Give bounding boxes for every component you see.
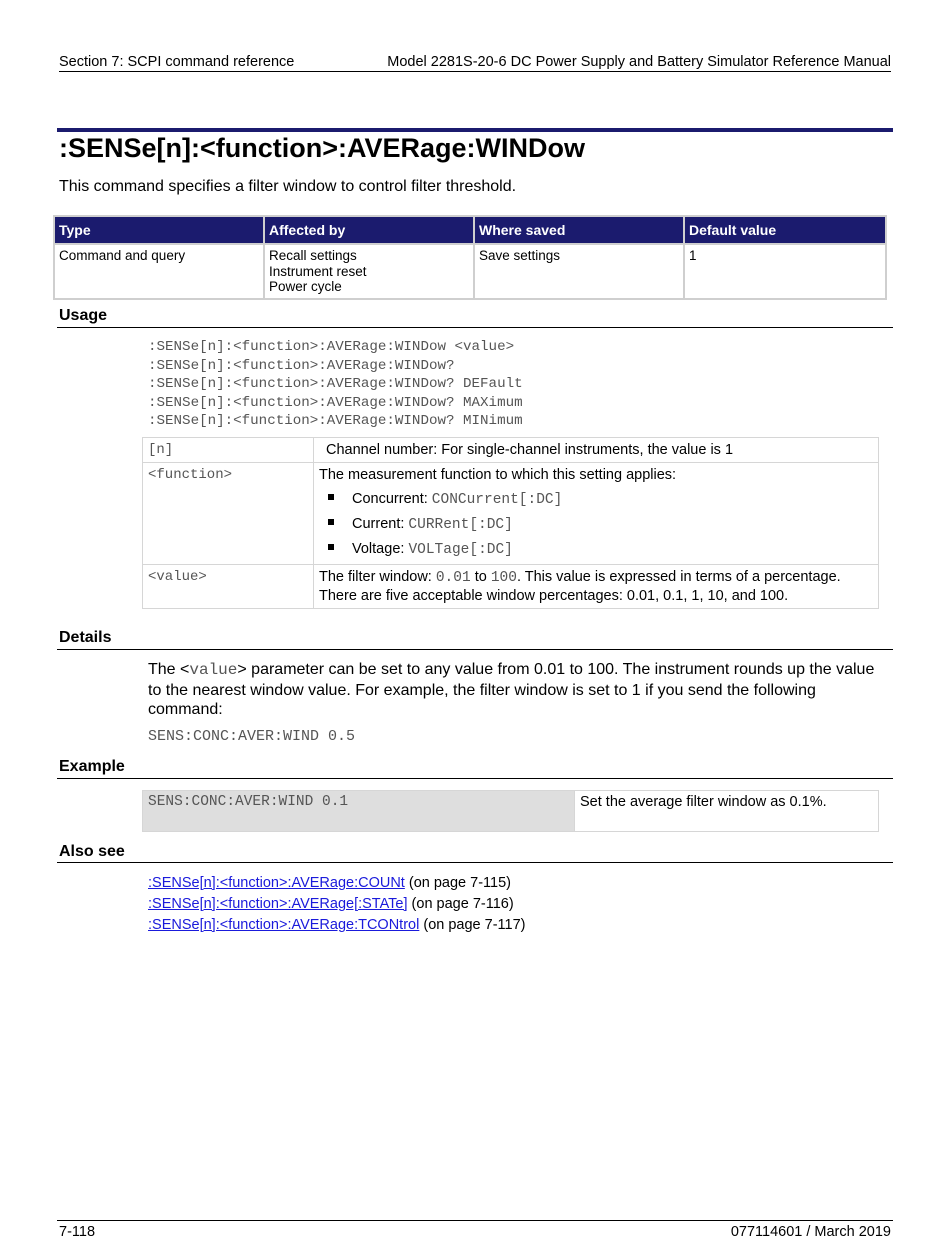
param-function-intro: The measurement function to which this setting applies: (319, 467, 677, 483)
bullet-code: CONCurrent[:DC] (431, 492, 563, 508)
info-default-value: 1 (685, 245, 885, 298)
list-item (148, 894, 525, 915)
value-desc-prefix: The filter window: (319, 569, 432, 585)
example-heading: Example (59, 758, 125, 775)
info-affected-by-value (265, 245, 473, 298)
value-min-code: 0.01 (435, 570, 471, 586)
link-average-tcontrol[interactable]: :SENSe[n]:<function>:AVERage:TCONtrol (148, 917, 420, 933)
bullet-square-icon (328, 494, 334, 500)
info-header-default-value: Default value (685, 217, 885, 243)
affected-by-item: Recall settings (269, 248, 357, 263)
command-description: This command specifies a filter window to control filter threshold. (59, 178, 517, 195)
value-desc-suffix: . This value is expressed in terms of a percentage. (516, 569, 841, 585)
usage-line: :SENSe[n]:<function>:AVERage:WINDow? (148, 357, 455, 374)
param-name: [n] (143, 438, 314, 463)
param-name: <function> (143, 463, 314, 565)
example-table (142, 790, 879, 832)
list-item (319, 490, 873, 509)
param-description (314, 463, 879, 565)
bullet-code: CURRent[:DC] (408, 517, 513, 533)
usage-line: :SENSe[n]:<function>:AVERage:WINDow? DEFault (148, 376, 523, 392)
also-see-divider (57, 862, 893, 863)
info-type-value: Command and query (55, 245, 263, 298)
value-to-word: to (474, 569, 487, 585)
info-header-type: Type (55, 217, 263, 243)
usage-line: :SENSe[n]:<function>:AVERage:WINDow <value> (148, 339, 515, 355)
param-row-value (143, 565, 879, 609)
link-page-ref: (on page 7-116) (407, 896, 514, 912)
details-heading: Details (59, 629, 112, 646)
usage-syntax-block (148, 338, 523, 431)
parameter-table (142, 437, 879, 609)
bullet-label: Concurrent: (352, 491, 428, 507)
affected-by-item: Instrument reset (269, 263, 367, 279)
param-name: <value> (143, 565, 314, 609)
bullet-square-icon (328, 519, 334, 525)
running-header-section: Section 7: SCPI command reference (59, 54, 295, 70)
also-see-list (148, 873, 525, 936)
details-command: SENS:CONC:AVER:WIND 0.5 (148, 728, 356, 745)
link-page-ref: (on page 7-117) (419, 917, 526, 933)
document-number: 077114601 / March 2019 (730, 1224, 891, 1240)
link-average-state[interactable]: :SENSe[n]:<function>:AVERage[:STATe] (148, 896, 408, 912)
title-accent-bar (57, 128, 893, 132)
list-item (148, 915, 525, 936)
details-post: > parameter can be set to any value from 0.01 to 100. The instrument rounds up the value to the nearest window value. For example, the filter window is set to 1 if you send the following command: (148, 661, 875, 718)
details-pre: The < (148, 661, 190, 678)
param-row-function (143, 463, 879, 565)
usage-line: :SENSe[n]:<function>:AVERage:WINDow? MINimum (148, 413, 523, 429)
usage-divider (57, 327, 893, 328)
details-paragraph (148, 660, 888, 720)
link-average-count[interactable]: :SENSe[n]:<function>:AVERage:COUNt (148, 875, 405, 891)
also-see-heading: Also see (59, 843, 125, 860)
details-code: value (189, 661, 238, 679)
page-title: :SENSe[n]:<function>:AVERage:WINDow (59, 133, 585, 163)
affected-by-item: Power cycle (269, 279, 342, 294)
example-description: Set the average filter window as 0.1%. (575, 791, 879, 832)
list-item (148, 873, 525, 894)
param-description (314, 565, 879, 609)
param-value-line-2: There are five acceptable window percentages: 0.01, 0.1, 1, 10, and 100. (319, 588, 789, 604)
info-header-affected-by: Affected by (265, 217, 473, 243)
details-divider (57, 649, 893, 650)
list-item (319, 515, 873, 534)
list-item (319, 540, 873, 559)
param-value-line-1 (319, 568, 873, 587)
bullet-label: Current: (352, 516, 405, 532)
param-description: Channel number: For single-channel instruments, the value is 1 (314, 438, 879, 463)
info-where-saved-value: Save settings (475, 245, 683, 298)
bullet-square-icon (328, 544, 334, 550)
footer-divider (57, 1220, 893, 1221)
running-header-manual-title: Model 2281S-20-6 DC Power Supply and Battery Simulator Reference Manual (387, 54, 891, 70)
value-max-code: 100 (490, 570, 517, 586)
param-row-n (143, 438, 879, 463)
header-divider (59, 71, 891, 72)
usage-heading: Usage (59, 307, 108, 324)
bullet-code: VOLTage[:DC] (408, 542, 513, 558)
command-info-table (53, 215, 887, 300)
info-header-where-saved: Where saved (475, 217, 683, 243)
example-divider (57, 778, 893, 779)
link-page-ref: (on page 7-115) (404, 875, 511, 891)
example-code: SENS:CONC:AVER:WIND 0.1 (143, 791, 575, 832)
usage-line: :SENSe[n]:<function>:AVERage:WINDow? MAXimum (148, 394, 523, 411)
page-number: 7-118 (59, 1224, 96, 1240)
bullet-label: Voltage: (352, 541, 405, 557)
